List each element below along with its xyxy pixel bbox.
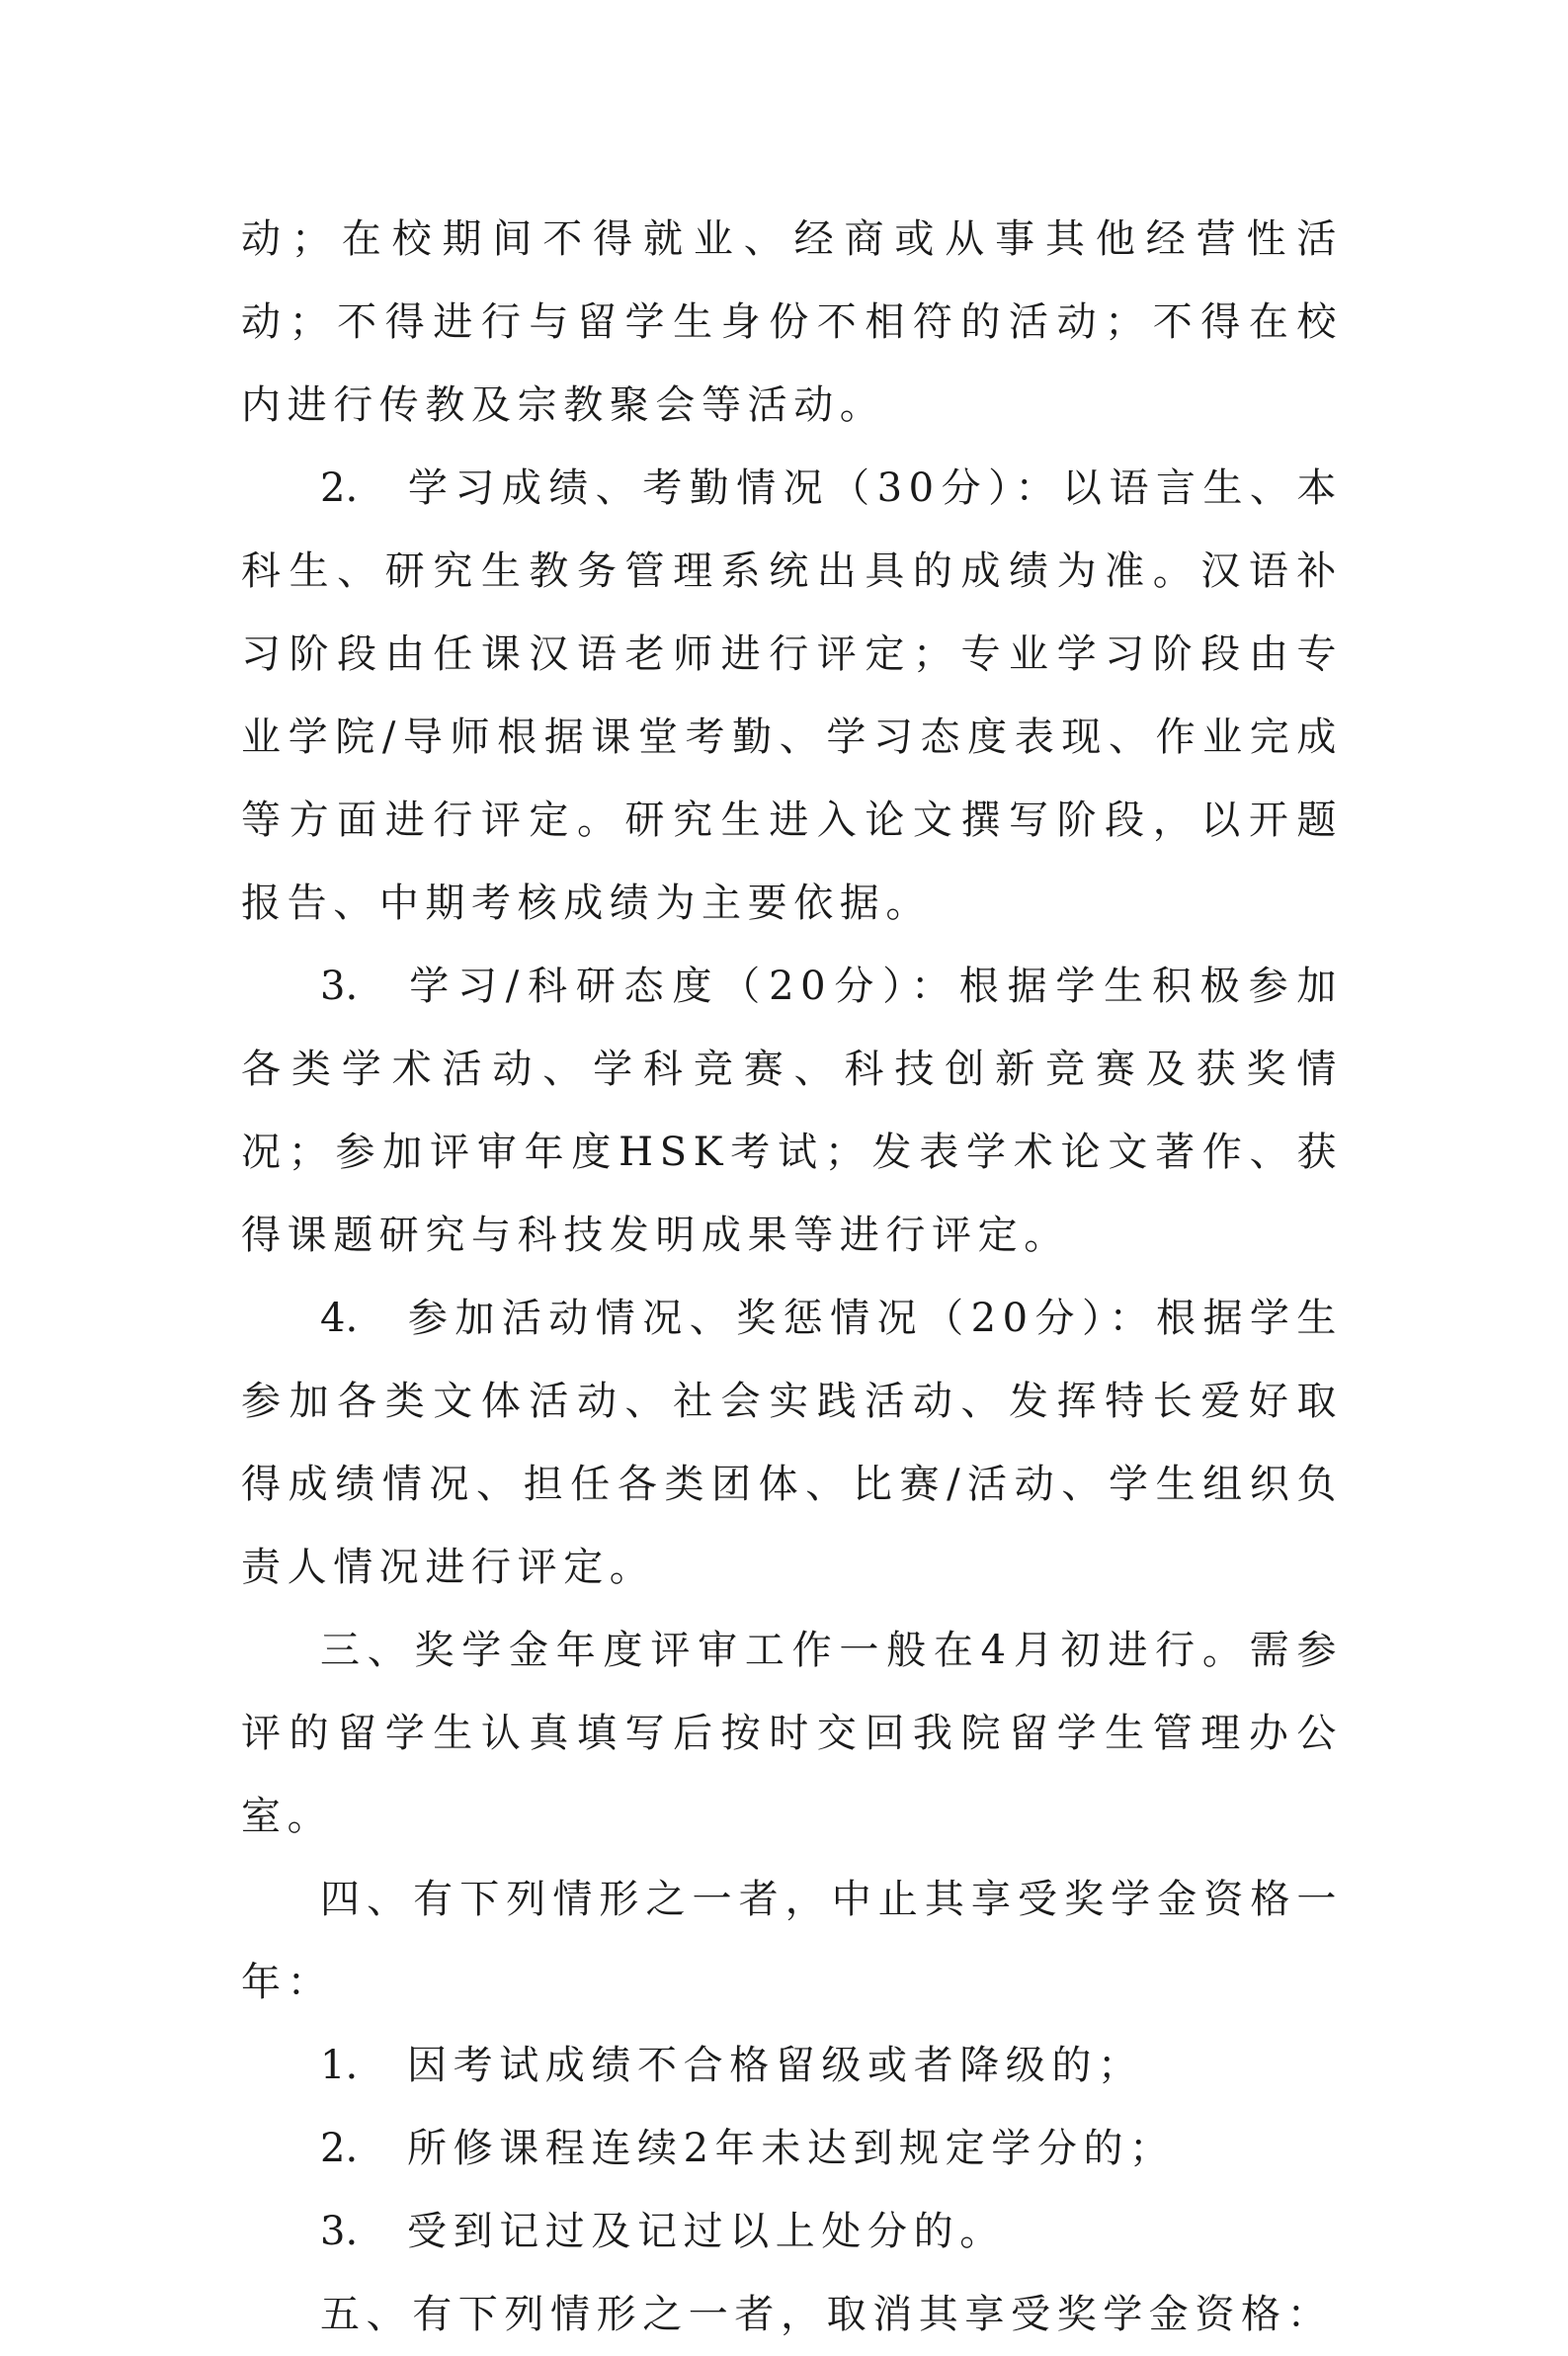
list-item-number: 1. — [320, 2043, 359, 2088]
list-item-text: 学习成绩、考勤情况（30分）：以语言生、本科生、研究生教务管理系统出具的成绩为准。汉语补习阶段由任课汉语老师进行评定；专业学习阶段由专业学院/导师根据课堂考勤、学习态度表现、作业完成等方面进行评定。研究生进入论文撰写阶段，以开题报告、中期考核成绩为主要依据。 — [241, 465, 1343, 926]
list-item-number: 2. — [320, 2126, 359, 2171]
list-item-number: 3. — [320, 2209, 359, 2254]
list-item-text: 学习/科研态度（20分）：根据学生积极参加各类学术活动、学科竞赛、科技创新竞赛及获奖情况；参加评审年度HSK考试；发表学术论文著作、获得课题研究与科技发明成果等进行评定。 — [241, 964, 1343, 1258]
paragraph-section-five: 五、有下列情形之一者，取消其享受奖学金资格： — [320, 2292, 1334, 2337]
list-item-number: 2. — [320, 465, 359, 511]
list-item-number: 4. — [320, 1296, 359, 1341]
list-item-suspension-2 — [241, 2107, 1343, 2190]
document-body — [241, 198, 1343, 2356]
list-item-text: 受到记过及记过以上处分的。 — [407, 2209, 1006, 2254]
list-item-grades-attendance — [241, 447, 1343, 945]
paragraph-section-three: 三、奖学金年度评审工作一般在4月初进行。需参评的留学生认真填写后按时交回我院留学生管理办公室。 — [241, 1628, 1343, 1839]
list-item-suspension-3 — [241, 2190, 1343, 2273]
list-item-number: 3. — [320, 964, 359, 1009]
list-item-research-attitude — [241, 945, 1343, 1277]
paragraph-continued-regulations: 动；在校期间不得就业、经商或从事其他经营性活动；不得进行与留学生身份不相符的活动；不得在校内进行传教及宗教聚会等活动。 — [241, 216, 1343, 428]
list-item-text: 参加活动情况、奖惩情况（20分）：根据学生参加各类文体活动、社会实践活动、发挥特长爱好取得成绩情况、担任各类团体、比赛/活动、学生组织负责人情况进行评定。 — [241, 1296, 1343, 1590]
paragraph-section-four: 四、有下列情形之一者，中止其享受奖学金资格一年： — [241, 1877, 1343, 2005]
list-item-activities-rewards — [241, 1277, 1343, 1609]
list-item-text: 因考试成绩不合格留级或者降级的； — [407, 2043, 1144, 2088]
list-item-text: 所修课程连续2年未达到规定学分的； — [407, 2126, 1176, 2171]
list-item-suspension-1 — [241, 2024, 1343, 2107]
